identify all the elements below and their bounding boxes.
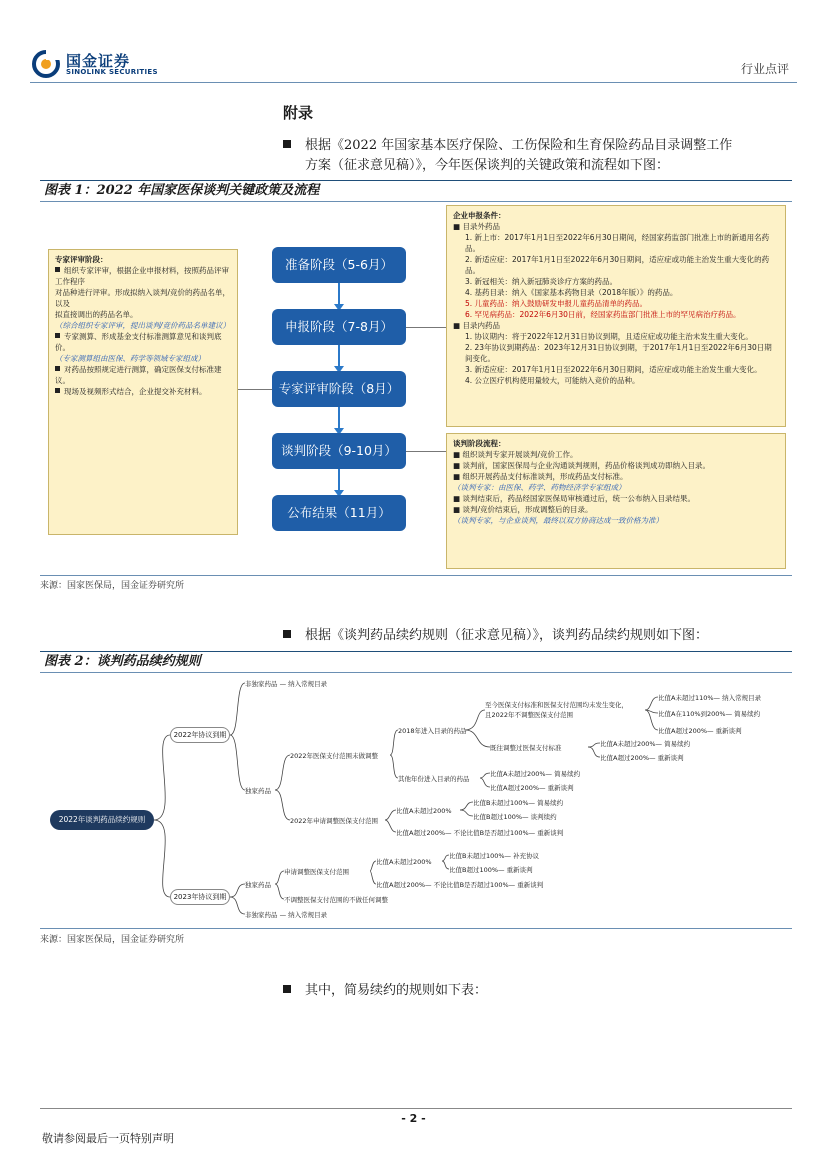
rule-15: 比值A超过200%— 不论比值B是否超过100%— 重新谈判 [376, 881, 544, 889]
node-2022-expire: 2022年协议到期 [170, 727, 230, 743]
note-head: 专家评审阶段： [55, 255, 108, 264]
note-line: 3. 新适应症：2017年1月1日至2022年6月30日期间，适应症或功能主治发生重大变化。 [465, 365, 762, 374]
note-line: 5. 儿童药品：纳入鼓励研发申报儿童药品清单的药品。 [465, 299, 648, 308]
footer-disclaimer: 敬请参阅最后一页特别声明 [42, 1132, 174, 1145]
stage-apply: 申报阶段（7-8月） [272, 309, 406, 345]
application-conditions-note [446, 205, 786, 427]
node-exclusive-1: 独家药品 [245, 787, 271, 795]
bullet-square-icon [283, 630, 291, 638]
page-number: - 2 - [401, 1112, 426, 1125]
note-line: 6. 罕见病药品：2022年6月30日前，经国家药监部门批准上市的罕见病治疗药品。 [465, 310, 741, 319]
note-line: ■ 目录内药品 [453, 321, 500, 330]
bullet-square-icon [283, 140, 291, 148]
appendix-title: 附录 [283, 104, 314, 122]
figure-1-bottom-rule [40, 575, 792, 576]
paragraph-2 [283, 626, 708, 646]
paragraph-3 [283, 981, 487, 1001]
page-header [30, 44, 797, 84]
paragraph-1-line-1: 根据《2022 年国家基本医疗保险、工伤保险和生育保险药品目录调整工作 [305, 138, 733, 153]
brand-name-cn: 国金证券 [66, 52, 131, 70]
rule-6: 比值A未超过200%— 简易续约 [490, 770, 581, 778]
node-cond-a: 至今医保支付标准和医保支付范围均未发生变化， [485, 701, 628, 709]
rule-9: 比值B未超过100%— 简易续约 [473, 799, 564, 807]
note-line: ■ 谈判前，国家医保局与企业沟通谈判规则，药品价格谈判成功即纳入目录。 [453, 461, 710, 470]
header-divider [30, 82, 797, 83]
stage-expert-review: 专家评审阶段（8月） [272, 371, 406, 407]
note-line: 现场及视频形式结合，企业提交补充材料。 [64, 387, 207, 396]
rule-8: 比值A未超过200% [396, 807, 452, 815]
rule-11: 比值A超过200%— 不论比值B是否超过100%— 重新谈判 [396, 829, 564, 837]
figure-2-source: 来源：国家医保局，国金证券研究所 [40, 935, 185, 945]
sinolink-logo-icon [32, 50, 60, 78]
node-no-apply-2: 不调整医保支付范围的不做任何调整 [284, 896, 388, 904]
rule-2: 比值A在110%到200%— 简易续约 [658, 710, 761, 718]
note-line: 对药品按照规定进行测算，确定医保支付标准建议。 [55, 365, 222, 385]
node-exclusive-2: 独家药品 [245, 881, 271, 889]
figure-1-source: 来源：国家医保局，国金证券研究所 [40, 581, 185, 591]
note-line: 对品种进行评审。形成拟纳入谈判/竞价的药品名单，以及 [55, 288, 231, 308]
flow-arrow-icon [338, 407, 340, 429]
note-line: 2. 新适应症：2017年1月1日至2022年6月30日期间，适应症或功能主治发生重大变化的药品。 [465, 255, 770, 275]
note-line: （谈判专家，与企业谈判，最终以双方协商达成一致价格为准） [453, 516, 663, 525]
figure-2-mindmap [40, 675, 792, 927]
flow-arrow-icon [338, 283, 340, 305]
bullet-square-icon [283, 985, 291, 993]
paragraph-2-text: 根据《谈判药品续约规则（征求意见稿）》，谈判药品续约规则如下图： [305, 628, 709, 643]
node-apply-change: 2022年申请调整医保支付范围 [290, 817, 379, 825]
stage-prepare: 准备阶段（5-6月） [272, 247, 406, 283]
paragraph-3-text: 其中，简易续约的规则如下表： [305, 983, 488, 998]
note-line: （专家测算组由医保、药学等领域专家组成） [55, 354, 205, 363]
stage-publish: 公布结果（11月） [272, 495, 406, 531]
note-head: 企业申报条件： [453, 211, 506, 220]
node-non-exclusive-2: 非独家药品 — 纳入常规目录 [245, 911, 328, 919]
rule-1: 比值A未超过110%— 纳入常规目录 [658, 694, 762, 702]
note-line: 1. 协议期内：将于2022年12月31日协议到期，且适应症或功能主治未发生重大变化。 [465, 332, 753, 341]
note-line: ■ 组织谈判专家开展谈判/竞价工作。 [453, 450, 578, 459]
note-line: 2. 23年协议到期药品：2023年12月31日协议到期，于2017年1月1日至2022年6月30日期间变化。 [465, 343, 772, 363]
brand-name-en: SINOLINK SECURITIES [66, 68, 158, 76]
expert-review-note [48, 249, 238, 535]
node-2023-expire: 2023年协议到期 [170, 889, 230, 905]
flow-arrow-icon [338, 345, 340, 367]
connector-line [406, 451, 446, 452]
node-non-exclusive-1: 非独家药品 — 纳入常规目录 [245, 680, 328, 688]
note-line: 1. 新上市：2017年1月1日至2022年6月30日期间，经国家药监部门批准上市的新通用名药品。 [465, 233, 770, 253]
rule-12: 比值A未超过200% [376, 858, 432, 866]
stage-negotiation: 谈判阶段（9-10月） [272, 433, 406, 469]
note-line: ■ 谈判/竞价结束后，形成调整后的目录。 [453, 505, 593, 514]
note-line: 3. 新冠相关：纳入新冠肺炎诊疗方案的药品。 [465, 277, 618, 286]
node-no-change: 2022年医保支付范围未做调整 [290, 752, 379, 760]
rule-14: 比值B超过100%— 重新谈判 [449, 866, 533, 874]
connector-line [406, 327, 446, 328]
figure-2-title: 图表 2：谈判药品续约规则 [40, 651, 792, 673]
connector-line [238, 389, 272, 390]
rule-7: 比值A超过200%— 重新谈判 [490, 784, 574, 792]
rule-4: 比值A未超过200%— 简易续约 [600, 740, 691, 748]
note-line: 4. 基药目录：纳入《国家基本药物目录（2018年版）》的药品。 [465, 288, 678, 297]
figure-1-flowchart [40, 203, 792, 575]
note-line: （综合组织专家评审，提出谈判/竞价药品名单建议） [55, 321, 231, 330]
footer-divider [40, 1108, 792, 1109]
mindmap-root: 2022年谈判药品续约规则 [50, 810, 154, 830]
figure-2-bottom-rule [40, 928, 792, 929]
note-line: ■ 组织开展药品支付标准谈判，形成药品支付标准。 [453, 472, 628, 481]
note-line: 拟直接调出的药品名单。 [55, 310, 138, 319]
note-line: ■ 目录外药品 [453, 222, 500, 231]
figure-1-title: 图表 1：2022 年国家医保谈判关键政策及流程 [40, 180, 792, 202]
paragraph-1-line-2: 方案（征求意见稿）》，今年医保谈判的关键政策和流程如下图： [305, 158, 670, 173]
node-enter-other: 其他年份进入目录的药品 [398, 775, 470, 783]
rule-10: 比值B超过100%— 谈判续约 [473, 813, 557, 821]
note-line: ■ 谈判结束后，药品经国家医保局审核通过后，统一公布纳入目录结果。 [453, 494, 695, 503]
node-cond-c: 既往调整过医保支付标准 [490, 744, 562, 752]
note-line: （谈判专家：由医保、药学、药物经济学专家组成） [453, 483, 626, 492]
rule-5: 比值A超过200%— 重新谈判 [600, 754, 684, 762]
report-type: 行业点评 [740, 62, 789, 76]
node-enter-2018: 2018年进入目录的药品 [398, 727, 467, 735]
note-line: 4. 公立医疗机构使用量较大，可能纳入竞价的品种。 [465, 376, 640, 385]
rule-3: 比值A超过200%— 重新谈判 [658, 727, 742, 735]
note-head: 谈判阶段流程： [453, 439, 506, 448]
negotiation-process-note [446, 433, 786, 569]
rule-13: 比值B未超过100%— 补充协议 [449, 852, 540, 860]
flow-arrow-icon [338, 469, 340, 491]
node-apply-change-2: 申请调整医保支付范围 [284, 868, 349, 876]
node-cond-b: 且2022年不调整医保支付范围 [485, 711, 574, 719]
note-line: 专家测算、形成基金支付标准测算意见和谈判底价。 [55, 332, 222, 352]
paragraph-1 [283, 136, 788, 176]
note-line: 组织专家评审，根据企业申报材料，按照药品评审工作程序 [55, 266, 229, 286]
